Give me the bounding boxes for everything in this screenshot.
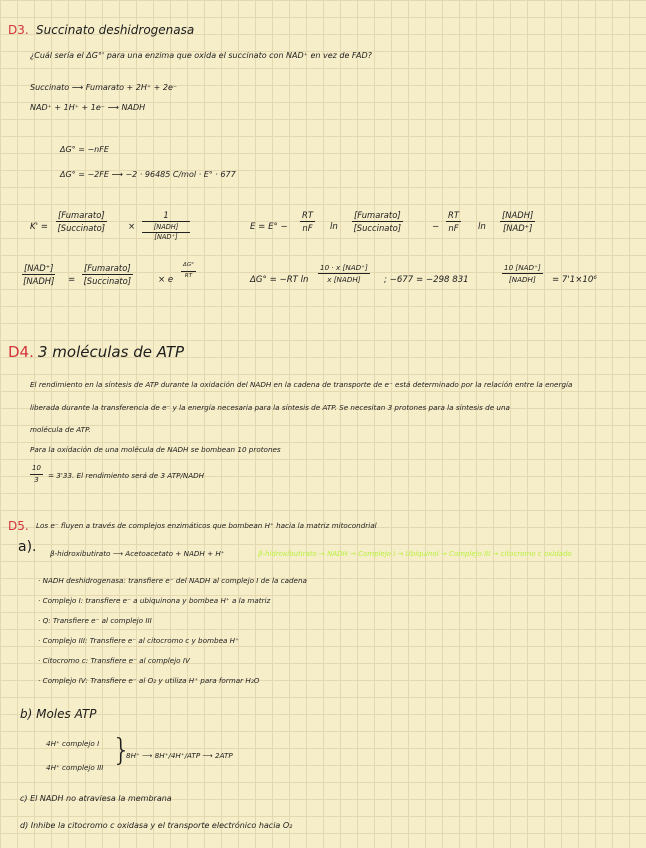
- d5-bullet-5: · Citocromo c: Transfiere e⁻ al complejo IV: [38, 656, 190, 665]
- d3-dg-frac2-num: 10 [NAD⁺]: [502, 264, 543, 274]
- d3-ratio-num: [NAD⁺]: [22, 264, 55, 275]
- d5-bullet-2: · Complejo I: transfiere e⁻ a ubiquinona y bombea H⁺ a la matriz: [38, 596, 271, 605]
- d3-dg-fraction-2: [502, 264, 543, 283]
- d5-intro: Los e⁻ fluyen a través de complejos enzimáticos que bombean H⁺ hacia la matriz mitocondrial: [36, 521, 377, 530]
- d5-b-result: 8H⁺ ⟶ 8H⁺/4H⁺/ATP ⟶ 2ATP: [126, 751, 233, 760]
- d4-calc-result: = 3'33. El rendimiento será de 3 ATP/NADH: [48, 471, 205, 480]
- d4-calc-fraction: [30, 465, 43, 484]
- d5-b-brace: }: [112, 733, 132, 768]
- d3-ratio-times: × e: [158, 275, 174, 285]
- d3-ratio-fraction: [82, 264, 133, 286]
- section-d4-title: 3 moléculas de ATP: [38, 343, 185, 361]
- d3-ratio-eq: =: [68, 275, 76, 285]
- d3-question: ¿Cuál sería el ΔG°' para una enzima que oxida el succinato con NAD⁺ en vez de FAD?: [30, 51, 372, 60]
- d3-k-frac1-num: [Fumarato]: [56, 211, 107, 222]
- d3-k-fraction-2: [142, 211, 190, 241]
- d3-ratio-exponent: [181, 263, 196, 279]
- d3-e-rt1-num: RT: [300, 211, 315, 222]
- d3-dg-separator: ; −677 = −298 831: [384, 275, 469, 285]
- d3-e-rt1: [300, 211, 315, 233]
- d3-dg-frac2-den: [NADH]: [508, 275, 536, 285]
- d4-paragraph-line-3: molécula de ATP.: [30, 425, 91, 434]
- d5-b-label: b) Moles ATP: [20, 707, 97, 721]
- d3-ratio-frac-den: [Succinato]: [83, 276, 132, 287]
- d3-e-fraction-1: [352, 211, 403, 233]
- d5-bullet-3: · Q: Transfiere e⁻ al complejo III: [38, 616, 152, 625]
- d3-e-frac2-den: [NAD⁺]: [502, 223, 533, 234]
- d5-d-line: d) Inhibe la citocromo c oxidasa y el transporte electrónico hacia O₂: [20, 821, 293, 830]
- d5-bullet-1: · NADH deshidrogenasa: transfiere e⁻ del NADH al complejo I de la cadena: [38, 576, 307, 585]
- d3-e-lhs: E = E° −: [250, 222, 288, 232]
- d3-e-frac-den: [Succinato]: [353, 223, 402, 234]
- d3-e-frac-num: [Fumarato]: [352, 211, 403, 222]
- section-d3-title: Succinato deshidrogenasa: [36, 23, 195, 37]
- section-d3-label: D3.: [8, 23, 29, 37]
- d3-e-rt2-num: RT: [446, 211, 461, 222]
- d5-a-reaction: β-hidroxibutirato ⟶ Acetoacetato + NADH + H⁺: [50, 549, 225, 558]
- d5-bullet-4: · Complejo III: Transfiere e⁻ al citocromo c y bombea H⁺: [38, 636, 239, 645]
- d4-calc-num: 10: [30, 465, 43, 475]
- section-d5-label: D5.: [8, 519, 29, 533]
- section-d4-label: D4.: [8, 343, 34, 361]
- d3-e-rt2-den: nF: [448, 223, 459, 234]
- d3-dg-lhs: ΔG° = −RT ln: [250, 275, 309, 285]
- d3-equation-2: ΔG° = −2FE ⟶ −2 · 96485 C/mol · E° · 677: [60, 170, 236, 179]
- d3-e-frac2-num: [NADH]: [500, 211, 535, 222]
- d3-reaction-2: NAD⁺ + 1H⁺ + 1e⁻ ⟶ NADH: [30, 103, 146, 112]
- d5-a-green-note: β-hidroxibutirato → NADH → Complejo I → Ubiquinol → Complejo III → citocromo c oxidado: [258, 550, 572, 558]
- d5-b-line-2: 4H⁺ complejo III: [46, 763, 104, 772]
- d3-k-frac1-den: [Succinato]: [57, 223, 106, 234]
- d3-e-rt2: [446, 211, 461, 233]
- d3-e-ln-2: ln: [478, 222, 486, 232]
- d3-e-rt1-den: nF: [302, 223, 313, 234]
- d3-equation-1: ΔG° = −nFE: [60, 145, 109, 154]
- d3-ratio-frac-num: [Fumarato]: [82, 264, 133, 275]
- d4-calc-den: 3: [34, 476, 39, 484]
- d3-dg-frac-num: 10 · x [NAD⁺]: [318, 264, 370, 274]
- d5-bullet-6: · Complejo IV: Transfiere e⁻ al O₂ y utiliza H⁺ para formar H₂O: [38, 676, 260, 685]
- d3-e-minus: −: [432, 222, 440, 232]
- d3-ratio-exp-num: ΔG°: [181, 263, 196, 272]
- d4-paragraph-line-1: El rendimiento en la síntesis de ATP durante la oxidación del NADH en la cadena de transporte de e⁻ está determinado por la relación entre la energía: [30, 380, 573, 389]
- d5-c-line: c) El NADH no atraviesa la membrana: [20, 794, 172, 803]
- d3-dg-fraction: [318, 264, 370, 283]
- d3-ratio-lhs: [22, 264, 55, 286]
- d3-k-times: ×: [128, 222, 136, 232]
- d3-reaction-1: Succinato ⟶ Fumarato + 2H⁺ + 2e⁻: [30, 83, 178, 92]
- d3-k-frac2-inner-den: [NAD⁺]: [154, 233, 178, 241]
- d3-ratio-den: [NADH]: [23, 276, 55, 287]
- d3-e-ln-1: ln: [330, 222, 338, 232]
- d5-b-line-1: 4H⁺ complejo I: [46, 739, 100, 748]
- d3-dg-frac-den: x [NADH]: [327, 275, 361, 285]
- d3-dg-result: = 7'1×10⁶: [552, 275, 597, 285]
- d4-paragraph-2: Para la oxidación de una molécula de NADH se bombean 10 protones: [30, 445, 281, 454]
- d4-paragraph-line-2: liberada durante la transferencia de e⁻ y la energía necesaria para la síntesis de ATP. Se necesitan 3 protones para la síntesis de una: [30, 403, 510, 412]
- d5-a-label: a).: [18, 539, 37, 555]
- d3-ratio-exp-den: RT: [184, 272, 193, 279]
- d3-k-fraction-1: [56, 211, 107, 233]
- d3-k-frac2-inner-num: [NADH]: [142, 224, 190, 233]
- d3-k-frac2-num: 1: [142, 211, 190, 222]
- d3-e-fraction-2: [500, 211, 535, 233]
- d3-k-lhs: K' =: [30, 222, 48, 232]
